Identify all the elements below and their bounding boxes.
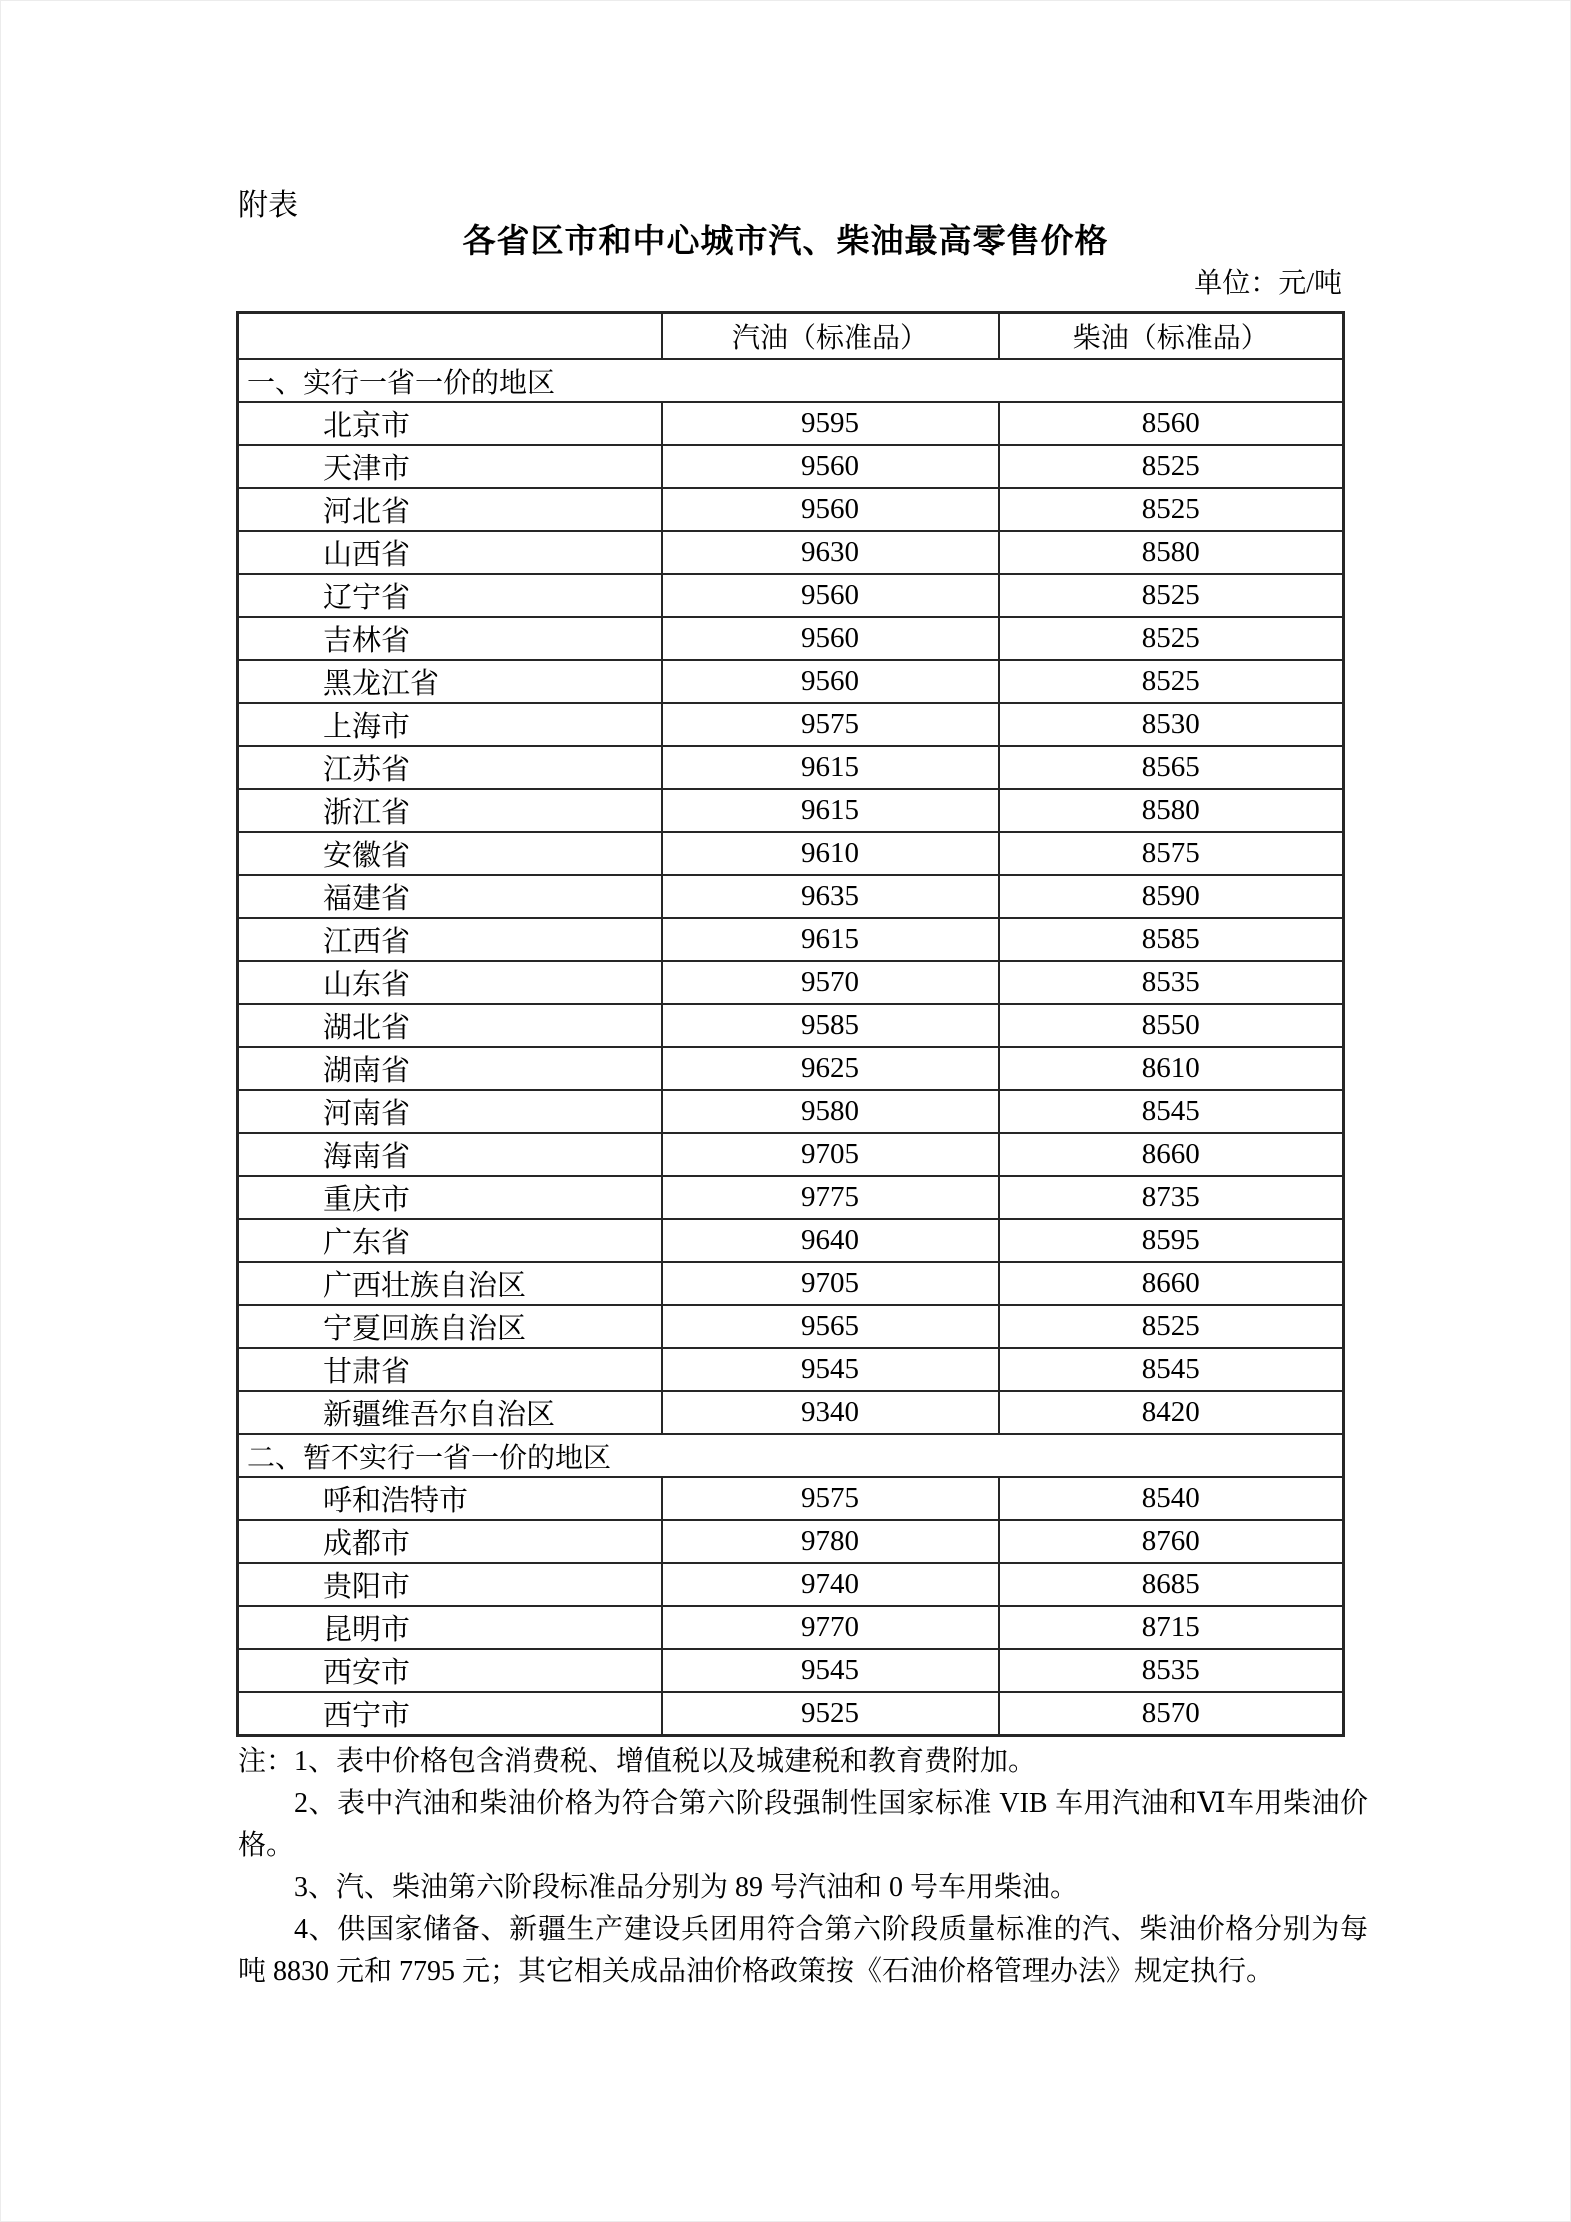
region-cell: 山西省 xyxy=(238,531,662,574)
table-row xyxy=(238,1391,1344,1434)
table-body xyxy=(238,359,1344,1736)
notes-block xyxy=(238,1741,1368,1993)
gasoline-price-cell: 9595 xyxy=(662,402,999,445)
gasoline-price-cell: 9610 xyxy=(662,832,999,875)
diesel-price-cell: 8575 xyxy=(999,832,1344,875)
region-cell: 呼和浩特市 xyxy=(238,1477,662,1520)
gasoline-price-cell: 9640 xyxy=(662,1219,999,1262)
price-table xyxy=(236,311,1345,1737)
diesel-price-cell: 8595 xyxy=(999,1219,1344,1262)
table-row xyxy=(238,1219,1344,1262)
gasoline-price-cell: 9705 xyxy=(662,1262,999,1305)
region-cell: 新疆维吾尔自治区 xyxy=(238,1391,662,1434)
table-row xyxy=(238,488,1344,531)
region-cell: 昆明市 xyxy=(238,1606,662,1649)
column-header-diesel: 柴油（标准品） xyxy=(999,313,1344,360)
gasoline-price-cell: 9615 xyxy=(662,918,999,961)
gasoline-price-cell: 9615 xyxy=(662,789,999,832)
gasoline-price-cell: 9560 xyxy=(662,574,999,617)
gasoline-price-cell: 9560 xyxy=(662,488,999,531)
table-row xyxy=(238,1649,1344,1692)
region-cell: 安徽省 xyxy=(238,832,662,875)
diesel-price-cell: 8420 xyxy=(999,1391,1344,1434)
diesel-price-cell: 8580 xyxy=(999,789,1344,832)
table-row xyxy=(238,1692,1344,1736)
note-line: 4、供国家储备、新疆生产建设兵团用符合第六阶段质量标准的汽、柴油价格分别为每吨 8830 元和 7795 元；其它相关成品油价格政策按《石油价格管理办法》规定执行。 xyxy=(238,1914,1368,1987)
diesel-price-cell: 8685 xyxy=(999,1563,1344,1606)
diesel-price-cell: 8660 xyxy=(999,1262,1344,1305)
region-cell: 河南省 xyxy=(238,1090,662,1133)
gasoline-price-cell: 9560 xyxy=(662,445,999,488)
table-row xyxy=(238,1004,1344,1047)
diesel-price-cell: 8760 xyxy=(999,1520,1344,1563)
region-cell: 湖南省 xyxy=(238,1047,662,1090)
section-row xyxy=(238,359,1344,402)
region-cell: 上海市 xyxy=(238,703,662,746)
table-row xyxy=(238,1606,1344,1649)
gasoline-price-cell: 9780 xyxy=(662,1520,999,1563)
region-cell: 山东省 xyxy=(238,961,662,1004)
diesel-price-cell: 8535 xyxy=(999,1649,1344,1692)
region-cell: 广西壮族自治区 xyxy=(238,1262,662,1305)
region-cell: 辽宁省 xyxy=(238,574,662,617)
diesel-price-cell: 8585 xyxy=(999,918,1344,961)
region-cell: 湖北省 xyxy=(238,1004,662,1047)
diesel-price-cell: 8525 xyxy=(999,1305,1344,1348)
table-row xyxy=(238,746,1344,789)
gasoline-price-cell: 9560 xyxy=(662,617,999,660)
gasoline-price-cell: 9615 xyxy=(662,746,999,789)
diesel-price-cell: 8525 xyxy=(999,660,1344,703)
region-cell: 福建省 xyxy=(238,875,662,918)
diesel-price-cell: 8530 xyxy=(999,703,1344,746)
table-row xyxy=(238,1477,1344,1520)
gasoline-price-cell: 9525 xyxy=(662,1692,999,1736)
table-row xyxy=(238,574,1344,617)
gasoline-price-cell: 9340 xyxy=(662,1391,999,1434)
note-line: 3、汽、柴油第六阶段标准品分别为 89 号汽油和 0 号车用柴油。 xyxy=(294,1872,1079,1903)
diesel-price-cell: 8545 xyxy=(999,1348,1344,1391)
region-cell: 浙江省 xyxy=(238,789,662,832)
table-row xyxy=(238,1047,1344,1090)
diesel-price-cell: 8525 xyxy=(999,445,1344,488)
diesel-price-cell: 8525 xyxy=(999,617,1344,660)
diesel-price-cell: 8540 xyxy=(999,1477,1344,1520)
diesel-price-cell: 8550 xyxy=(999,1004,1344,1047)
column-header-gasoline: 汽油（标准品） xyxy=(662,313,999,360)
table-row xyxy=(238,1090,1344,1133)
diesel-price-cell: 8535 xyxy=(999,961,1344,1004)
attachment-label: 附表 xyxy=(238,189,298,222)
gasoline-price-cell: 9635 xyxy=(662,875,999,918)
region-cell: 贵阳市 xyxy=(238,1563,662,1606)
region-cell: 西宁市 xyxy=(238,1692,662,1736)
table-row xyxy=(238,402,1344,445)
table-row xyxy=(238,1348,1344,1391)
region-cell: 黑龙江省 xyxy=(238,660,662,703)
region-cell: 重庆市 xyxy=(238,1176,662,1219)
section-label: 一、实行一省一价的地区 xyxy=(238,359,1344,402)
note-line: 2、表中汽油和柴油价格为符合第六阶段强制性国家标准 VIB 车用汽油和Ⅵ车用柴油价格。 xyxy=(238,1788,1368,1861)
table-row xyxy=(238,1176,1344,1219)
diesel-price-cell: 8590 xyxy=(999,875,1344,918)
diesel-price-cell: 8735 xyxy=(999,1176,1344,1219)
diesel-price-cell: 8610 xyxy=(999,1047,1344,1090)
gasoline-price-cell: 9625 xyxy=(662,1047,999,1090)
table-row xyxy=(238,445,1344,488)
note-line: 注：1、表中价格包含消费税、增值税以及城建税和教育费附加。 xyxy=(238,1746,1037,1777)
table-header-row xyxy=(238,313,1344,360)
column-header-region xyxy=(238,313,662,360)
diesel-price-cell: 8565 xyxy=(999,746,1344,789)
table-row xyxy=(238,832,1344,875)
region-cell: 西安市 xyxy=(238,1649,662,1692)
table-row xyxy=(238,1305,1344,1348)
gasoline-price-cell: 9565 xyxy=(662,1305,999,1348)
diesel-price-cell: 8560 xyxy=(999,402,1344,445)
region-cell: 河北省 xyxy=(238,488,662,531)
section-row xyxy=(238,1434,1344,1477)
diesel-price-cell: 8715 xyxy=(999,1606,1344,1649)
gasoline-price-cell: 9585 xyxy=(662,1004,999,1047)
region-cell: 成都市 xyxy=(238,1520,662,1563)
gasoline-price-cell: 9545 xyxy=(662,1348,999,1391)
gasoline-price-cell: 9570 xyxy=(662,961,999,1004)
table-row xyxy=(238,617,1344,660)
diesel-price-cell: 8570 xyxy=(999,1692,1344,1736)
gasoline-price-cell: 9560 xyxy=(662,660,999,703)
gasoline-price-cell: 9545 xyxy=(662,1649,999,1692)
table-row xyxy=(238,660,1344,703)
table-row xyxy=(238,961,1344,1004)
diesel-price-cell: 8660 xyxy=(999,1133,1344,1176)
region-cell: 北京市 xyxy=(238,402,662,445)
gasoline-price-cell: 9580 xyxy=(662,1090,999,1133)
diesel-price-cell: 8525 xyxy=(999,574,1344,617)
region-cell: 广东省 xyxy=(238,1219,662,1262)
gasoline-price-cell: 9575 xyxy=(662,1477,999,1520)
gasoline-price-cell: 9775 xyxy=(662,1176,999,1219)
region-cell: 吉林省 xyxy=(238,617,662,660)
region-cell: 江西省 xyxy=(238,918,662,961)
table-header xyxy=(238,313,1344,360)
region-cell: 宁夏回族自治区 xyxy=(238,1305,662,1348)
gasoline-price-cell: 9705 xyxy=(662,1133,999,1176)
table-row xyxy=(238,1563,1344,1606)
table-row xyxy=(238,703,1344,746)
table-row xyxy=(238,789,1344,832)
gasoline-price-cell: 9740 xyxy=(662,1563,999,1606)
diesel-price-cell: 8580 xyxy=(999,531,1344,574)
table-row xyxy=(238,918,1344,961)
diesel-price-cell: 8525 xyxy=(999,488,1344,531)
unit-label: 单位：元/吨 xyxy=(1194,268,1342,299)
table-row xyxy=(238,531,1344,574)
region-cell: 甘肃省 xyxy=(238,1348,662,1391)
diesel-price-cell: 8545 xyxy=(999,1090,1344,1133)
table-row xyxy=(238,1133,1344,1176)
region-cell: 江苏省 xyxy=(238,746,662,789)
region-cell: 天津市 xyxy=(238,445,662,488)
section-label: 二、暂不实行一省一价的地区 xyxy=(238,1434,1344,1477)
region-cell: 海南省 xyxy=(238,1133,662,1176)
gasoline-price-cell: 9630 xyxy=(662,531,999,574)
page-title: 各省区市和中心城市汽、柴油最高零售价格 xyxy=(462,224,1109,260)
gasoline-price-cell: 9770 xyxy=(662,1606,999,1649)
table-row xyxy=(238,1520,1344,1563)
table-row xyxy=(238,1262,1344,1305)
gasoline-price-cell: 9575 xyxy=(662,703,999,746)
table-row xyxy=(238,875,1344,918)
